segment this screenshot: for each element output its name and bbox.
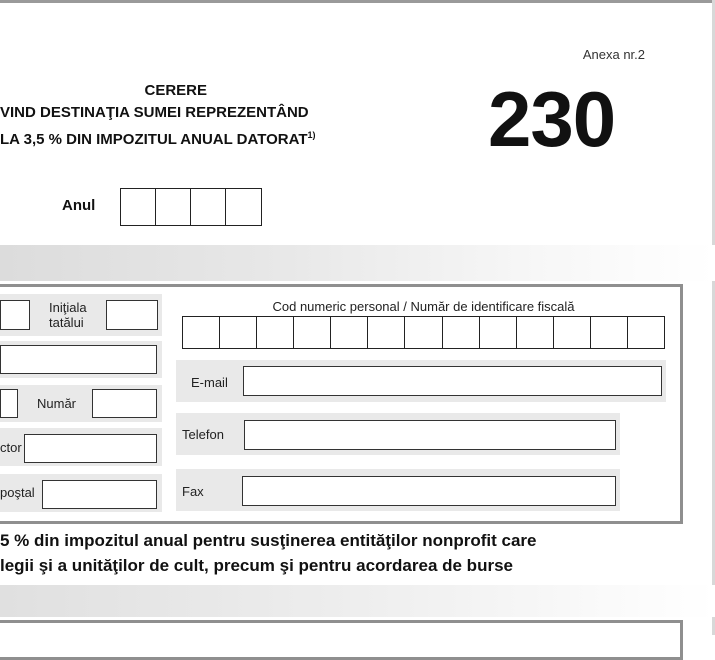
strada-field[interactable] [0,345,157,374]
cnp-digit-box[interactable] [220,317,257,348]
title-footnote: 1) [307,130,316,140]
cnp-digit-box[interactable] [183,317,220,348]
telefon-field[interactable] [244,420,616,450]
field-before-number[interactable] [0,389,18,418]
cnp-digit-box[interactable] [443,317,480,348]
form-title [0,80,400,151]
title-line-3-text: LA 3,5 % DIN IMPOZITUL ANUAL DATORAT [0,131,308,148]
cnp-label: Cod numeric personal / Număr de identificare fiscală [272,299,575,314]
cnp-field[interactable] [182,316,665,349]
year-digit-box[interactable] [156,189,191,225]
postal-code-field[interactable] [42,480,157,509]
cnp-digit-box[interactable] [405,317,442,348]
lower-band [0,585,715,617]
form-number: 230 [488,75,616,163]
postal-label: poştal [0,485,35,500]
year-field[interactable] [120,188,262,226]
fax-label: Fax [182,484,204,499]
numar-label: Număr [37,396,77,411]
sector-field[interactable] [24,434,157,463]
fax-field[interactable] [242,476,616,506]
section-header-band [0,245,715,281]
year-digit-box[interactable] [121,189,156,225]
cnp-digit-box[interactable] [628,317,664,348]
prenume-field[interactable] [0,300,30,330]
email-label: E-mail [191,375,228,390]
year-digit-box[interactable] [191,189,226,225]
title-line-2: VIND DESTINAŢIA SUMEI REPREZENTÂND [0,104,309,121]
sector-label: ctor [0,440,22,455]
initiala-label: Iniţiala tatălui [49,300,87,330]
section2-heading [0,528,537,578]
cnp-digit-box[interactable] [480,317,517,348]
year-label: Anul [62,197,96,214]
initiala-field[interactable] [106,300,158,330]
top-border [0,0,715,3]
numar-field[interactable] [92,389,157,418]
cnp-digit-box[interactable] [517,317,554,348]
cnp-digit-box[interactable] [368,317,405,348]
cnp-digit-box[interactable] [257,317,294,348]
cnp-digit-box[interactable] [554,317,591,348]
next-section-box [0,620,683,660]
title-line-3 [0,124,400,151]
telefon-label: Telefon [182,427,224,442]
title-line-1: CERERE [144,82,207,99]
cnp-digit-box[interactable] [294,317,331,348]
cnp-digit-box[interactable] [591,317,628,348]
section2-line-2: legii şi a unităţilor de cult, precum şi pentru acordarea de burse [0,556,513,575]
cnp-digit-box[interactable] [331,317,368,348]
section2-line-1: 5 % din impozitul anual pentru susţinerea entităţilor nonprofit care [0,531,537,550]
year-digit-box[interactable] [226,189,261,225]
email-field[interactable] [243,366,662,396]
annex-label: Anexa nr.2 [582,47,645,62]
